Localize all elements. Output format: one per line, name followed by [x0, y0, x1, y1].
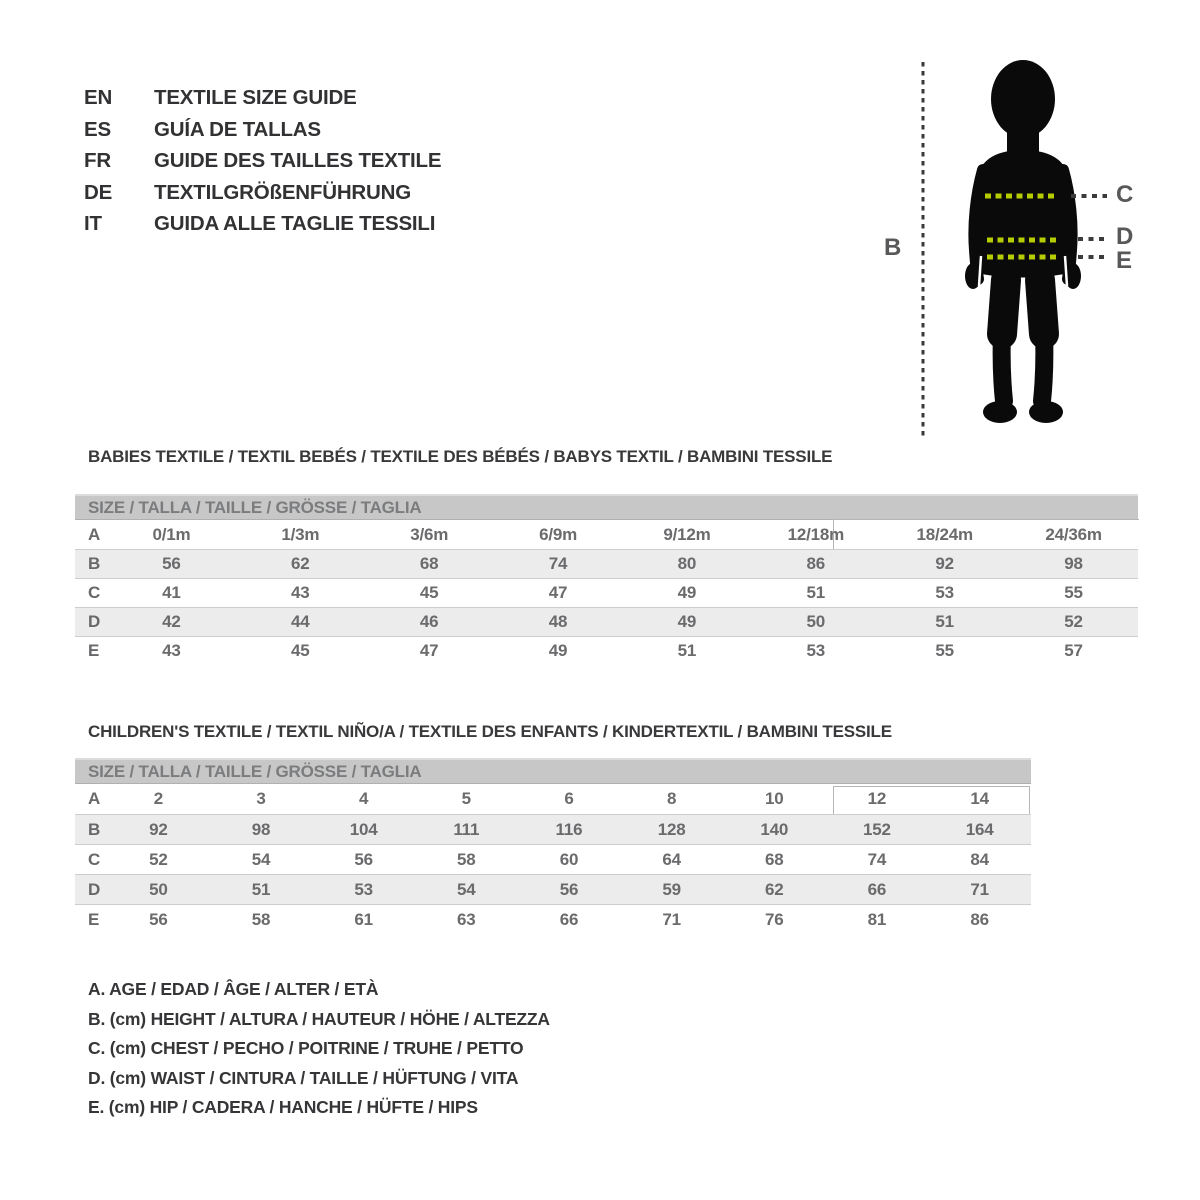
cell: 64	[620, 844, 723, 874]
cell: 128	[620, 814, 723, 844]
cell: 60	[518, 844, 621, 874]
cell: 9/12m	[663, 524, 711, 544]
lang-code-fr: FR	[84, 149, 111, 172]
cell: 74	[826, 844, 929, 874]
cell: 51	[623, 636, 752, 665]
lang-title-it: GUIDA ALLE TAGLIE TESSILI	[154, 212, 436, 235]
cell: 58	[415, 844, 518, 874]
cell: 56	[107, 549, 236, 578]
cell: 92	[107, 814, 210, 844]
cell: 76	[723, 904, 826, 934]
lang-row-fr	[84, 145, 441, 177]
cell: 46	[365, 607, 494, 636]
cell: 2	[153, 789, 163, 808]
row-label: D	[75, 874, 107, 904]
row-label: A	[88, 524, 101, 544]
cell: 50	[107, 874, 210, 904]
legend-line-chest: C. (cm) CHEST / PECHO / POITRINE / TRUHE / PETTO	[88, 1038, 524, 1059]
cell: 84	[928, 844, 1031, 874]
lang-title-de: TEXTILGRÖßENFÜHRUNG	[154, 180, 411, 204]
cell: 6/9m	[539, 524, 578, 544]
cell: 62	[236, 549, 365, 578]
cell: 86	[928, 904, 1031, 934]
cell: 63	[415, 904, 518, 934]
children-table-header-bar	[75, 758, 1031, 784]
cell: 80	[623, 549, 752, 578]
lang-row-en	[84, 82, 441, 114]
cell: 66	[518, 904, 621, 934]
figure-label-d: D	[1116, 223, 1134, 250]
cell: 51	[210, 874, 313, 904]
cell: 14	[970, 789, 989, 808]
cell: 3	[256, 789, 266, 808]
table-row	[75, 874, 1031, 904]
cell: 92	[880, 549, 1009, 578]
cell: 18/24m	[916, 524, 973, 544]
figure-label-b: B	[884, 234, 902, 261]
cell: 49	[623, 607, 752, 636]
cell: 56	[312, 844, 415, 874]
lang-row-es	[84, 114, 441, 146]
children-table-grid	[75, 784, 1031, 934]
cell: 43	[236, 578, 365, 607]
cell: 45	[236, 636, 365, 665]
cell: 49	[623, 578, 752, 607]
cell: 12/18m	[787, 524, 845, 544]
legend-line-hip: E. (cm) HIP / CADERA / HANCHE / HÜFTE / HIPS	[88, 1097, 478, 1118]
babies-section-heading: BABIES TEXTILE / TEXTIL BEBÉS / TEXTILE DES BÉBÉS / BABYS TEXTIL / BAMBINI TESSILE	[88, 447, 833, 466]
row-label: D	[75, 607, 107, 636]
cell: 54	[415, 874, 518, 904]
cell: 55	[880, 636, 1009, 665]
lang-code-de: DE	[84, 180, 113, 204]
lang-row-it	[84, 208, 441, 240]
cell: 58	[210, 904, 313, 934]
row-label: E	[75, 904, 107, 934]
lang-row-de	[84, 177, 441, 209]
cell: 12	[867, 789, 887, 808]
cell: 116	[518, 814, 621, 844]
cell: 71	[620, 904, 723, 934]
row-label: C	[75, 844, 107, 874]
lang-code-es: ES	[84, 117, 111, 141]
language-title-list	[84, 82, 441, 240]
child-measurement-figure	[880, 50, 1150, 450]
cell: 3/6m	[410, 524, 449, 544]
cell: 47	[494, 578, 623, 607]
cell: 81	[826, 904, 929, 934]
cell: 74	[494, 549, 623, 578]
cell: 52	[1009, 607, 1138, 636]
babies-size-table	[75, 494, 1138, 665]
lang-code-en: EN	[84, 86, 113, 109]
table-row	[75, 844, 1031, 874]
lang-title-es: GUÍA DE TALLAS	[154, 117, 321, 141]
cell: 47	[365, 636, 494, 665]
cell: 53	[880, 578, 1009, 607]
table-row	[75, 549, 1138, 578]
figure-label-e: E	[1116, 247, 1132, 274]
cell: 8	[666, 789, 677, 808]
row-label: B	[75, 549, 107, 578]
cell: 111	[415, 814, 518, 844]
legend-line-age: A. AGE / EDAD / ÂGE / ALTER / ETÀ	[88, 979, 379, 999]
babies-table-grid	[75, 520, 1138, 665]
cell: 43	[107, 636, 236, 665]
cell: 62	[723, 874, 826, 904]
cell: 98	[210, 814, 313, 844]
row-label: E	[75, 636, 107, 665]
lang-title-fr: GUIDE DES TAILLES TEXTILE	[154, 149, 442, 172]
cell: 6	[564, 789, 574, 808]
cell: 71	[928, 874, 1031, 904]
cell: 51	[751, 578, 880, 607]
cell: 68	[365, 549, 494, 578]
cell: 49	[494, 636, 623, 665]
lang-title-en: TEXTILE SIZE GUIDE	[154, 86, 357, 109]
table-row	[75, 520, 1138, 549]
cell: 51	[880, 607, 1009, 636]
cell: 52	[107, 844, 210, 874]
cell: 10	[765, 789, 784, 808]
cell: 86	[751, 549, 880, 578]
babies-table-header-label: SIZE / TALLA / TAILLE / GRÖSSE / TAGLIA	[88, 497, 422, 517]
cell: 56	[518, 874, 621, 904]
cell: 54	[210, 844, 313, 874]
cell: 57	[1009, 636, 1138, 665]
table-row	[75, 578, 1138, 607]
cell: 66	[826, 874, 929, 904]
row-label: C	[75, 578, 107, 607]
table-row	[75, 607, 1138, 636]
table-row	[75, 784, 1031, 814]
cell: 5	[461, 789, 471, 808]
row-label: A	[88, 789, 101, 808]
legend-line-height: B. (cm) HEIGHT / ALTURA / HAUTEUR / HÖHE / ALTEZZA	[88, 1008, 550, 1029]
children-size-table	[75, 758, 1031, 934]
cell: 48	[494, 607, 623, 636]
measurement-legend	[88, 975, 550, 1123]
table-row	[75, 904, 1031, 934]
cell: 42	[107, 607, 236, 636]
cell: 152	[826, 814, 929, 844]
cell: 0/1m	[152, 524, 191, 544]
cell: 104	[312, 814, 415, 844]
cell: 140	[723, 814, 826, 844]
children-section-heading: CHILDREN'S TEXTILE / TEXTIL NIÑO/A / TEXTILE DES ENFANTS / KINDERTEXTIL / BAMBINI TESSILE	[88, 722, 892, 741]
cell: 4	[359, 789, 369, 808]
row-label: B	[75, 814, 107, 844]
cell: 1/3m	[281, 524, 320, 544]
legend-line-waist: D. (cm) WAIST / CINTURA / TAILLE / HÜFTUNG / VITA	[88, 1067, 519, 1088]
table-row	[75, 814, 1031, 844]
cell: 24/36m	[1045, 524, 1102, 544]
lang-code-it: IT	[84, 212, 102, 235]
cell: 164	[928, 814, 1031, 844]
cell: 59	[620, 874, 723, 904]
cell: 68	[723, 844, 826, 874]
cell: 61	[312, 904, 415, 934]
cell: 55	[1009, 578, 1138, 607]
cell: 44	[236, 607, 365, 636]
cell: 45	[365, 578, 494, 607]
cell: 56	[107, 904, 210, 934]
cell: 41	[107, 578, 236, 607]
cell: 50	[751, 607, 880, 636]
cell: 53	[751, 636, 880, 665]
cell: 53	[312, 874, 415, 904]
table-row	[75, 636, 1138, 665]
figure-label-c: C	[1116, 181, 1134, 208]
cell: 98	[1009, 549, 1138, 578]
babies-table-header-bar	[75, 494, 1138, 520]
children-table-header-label: SIZE / TALLA / TAILLE / GRÖSSE / TAGLIA	[88, 761, 422, 781]
